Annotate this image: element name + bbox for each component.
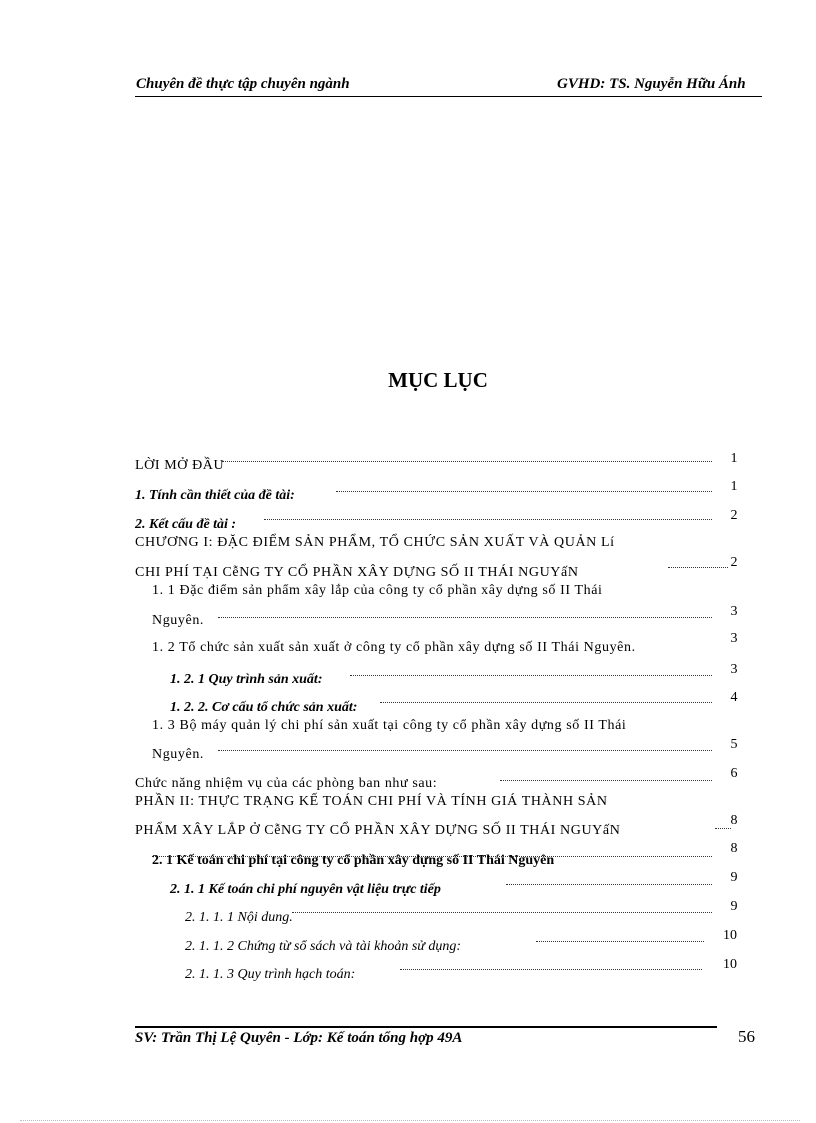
toc-leader: [380, 702, 712, 703]
toc-page-number: 2: [730, 508, 738, 523]
header-right: GVHD: TS. Nguyễn Hữu Ánh: [557, 76, 746, 92]
toc-entry: Chức năng nhiệm vụ của các phòng ban như sau:: [135, 776, 438, 791]
footer-author: SV: Trần Thị Lệ Quyên - Lớp: Kế toán tổng hợp 49A: [135, 1030, 463, 1046]
toc-entry: CHƯƠNG I: ĐẶC ĐIỂM SẢN PHẨM, TỔ CHỨC SẢN XUẤT VÀ QUẢN Lí: [135, 535, 615, 550]
toc-leader: [292, 912, 712, 913]
toc-page-number: 5: [730, 737, 738, 752]
toc-entry: CHI PHÍ TẠI CễNG TY CỔ PHẦN XÂY DỰNG SỐ II THÁI NGUYấN: [135, 565, 579, 580]
toc-leader: [218, 617, 712, 618]
toc-entry: 2. Kết cấu đề tài :: [135, 517, 237, 532]
toc-page-number: 3: [730, 662, 738, 677]
toc-entry: 1. 1 Đặc điểm sản phẩm xây lắp của công ty cổ phần xây dựng số II Thái: [152, 583, 603, 598]
footer-rule: [135, 1026, 717, 1028]
toc-page-number: 8: [730, 841, 738, 856]
page-title: MỤC LỤC: [388, 368, 488, 392]
toc-page-number: 6: [730, 766, 738, 781]
toc-entry: 2. 1. 1. 1 Nội dung.: [185, 910, 293, 925]
toc-entry: 1. 2. 2. Cơ cấu tổ chức sản xuất:: [170, 700, 358, 715]
toc-page-number: 2: [730, 555, 738, 570]
toc-page-number: 1: [730, 479, 738, 494]
toc-entry: PHẨM XÂY LẮP Ở CễNG TY CỔ PHẦN XÂY DỰNG SỐ II THÁI NGUYấN: [135, 823, 621, 838]
toc-leader: [500, 780, 712, 781]
header-rule: [135, 96, 762, 97]
toc-entry: 2. 1. 1. 3 Quy trình hạch toán:: [185, 967, 356, 982]
toc-entry: 2. 1. 1. 2 Chứng từ sổ sách và tài khoản sử dụng:: [185, 939, 462, 954]
toc-entry: 1. 2. 1 Quy trình sản xuất:: [170, 672, 323, 687]
toc-leader: [536, 941, 704, 942]
toc-entry: LỜI MỞ ĐẦU: [135, 458, 225, 473]
toc-leader: [350, 675, 712, 676]
toc-page-number: 4: [730, 690, 738, 705]
toc-page-number: 9: [730, 899, 738, 914]
toc-leader: [400, 969, 702, 970]
toc-entry: Nguyên.: [152, 747, 205, 762]
toc-entry: 1. 3 Bộ máy quản lý chi phí sản xuất tại công ty cổ phần xây dựng số II Thái: [152, 718, 627, 733]
toc-page-number: 8: [730, 813, 738, 828]
page-number: 56: [738, 1027, 755, 1046]
toc-leader: [506, 884, 712, 885]
toc-leader: [264, 519, 712, 520]
toc-leader: [668, 567, 728, 568]
toc-page-number: 10: [723, 928, 737, 943]
toc-page-number: 1: [730, 451, 738, 466]
toc-entry: Nguyên.: [152, 613, 205, 628]
page-bottom-border: [20, 1120, 800, 1121]
toc-leader: [222, 461, 712, 462]
toc-entry: 1. Tính cần thiết của đề tài:: [135, 488, 295, 503]
toc-entry: 1. 2 Tổ chức sản xuất sản xuất ở công ty cổ phần xây dựng số II Thái Nguyên.: [152, 640, 636, 655]
toc-page-number: 10: [723, 957, 737, 972]
toc-page-number: 3: [730, 631, 738, 646]
toc-entry: PHẦN II: THỰC TRẠNG KẾ TOÁN CHI PHÍ VÀ TÍNH GIÁ THÀNH SẢN: [135, 794, 608, 809]
toc-entry: 2. 1 Kế toán chi phí tại công ty cổ phần xây dựng số II Thái Nguyên: [152, 853, 555, 868]
toc-entry: 2. 1. 1 Kế toán chi phí nguyên vật liệu trực tiếp: [170, 882, 441, 897]
toc-leader: [336, 491, 712, 492]
toc-leader: [218, 750, 712, 751]
header-left: Chuyên đề thực tập chuyên ngành: [136, 76, 350, 92]
toc-page-number: 9: [730, 870, 738, 885]
toc-page-number: 3: [730, 604, 738, 619]
